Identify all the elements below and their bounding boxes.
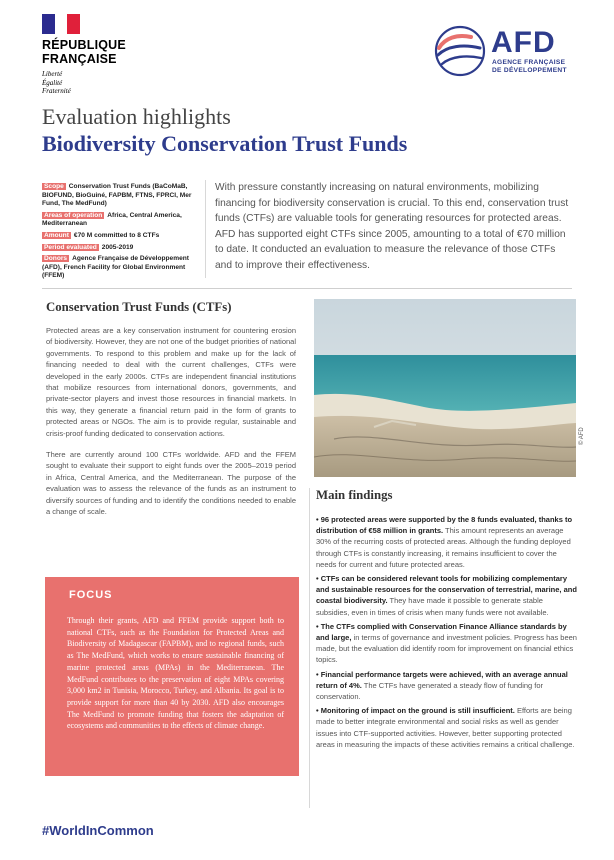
focus-body: Through their grants, AFD and FFEM provide support both to national CTFs, such as the Foundation for Protected Areas and Biodiversity of Madagascar (FAPBM), and to regional funds, such as The MedFund, which works to ensure sustainable financing of marine protected areas (MPAs) in the Mediterranean. The MedFund contributes to the preservation of eight MPAs covering 3,000 km2 in Tunisia, Morocco, Turkey, and Albania. Its goal is to provide support for more than 40 by 2030. AFD also encourages The MedFund to promote funding that fosters the adaptation of ecosystems and communities to the effects of climate change. <box>67 616 284 731</box>
photo-credit: © AFD <box>579 427 585 445</box>
intro-paragraph: With pressure constantly increasing on natural environments, mobilizing financing for biodiversity conservation is crucial. To this end, conservation trust funds (CTFs) are valuable tools for generating resources for protected areas. AFD has supported eight CTFs since 2005, amounting to a total of €70 million to date. It conducted an evaluation to measure the relevance of those CTFs and to improve their effectiveness. <box>215 182 569 271</box>
afd-subtitle-line2: DE DÉVELOPPEMENT <box>492 66 567 74</box>
finding-bold: Financial performance targets were achieved, with an average annual return of 4%. <box>316 669 568 690</box>
findings-list <box>316 514 578 753</box>
focus-box <box>45 577 299 776</box>
document-title: Biodiversity Conservation Trust Funds <box>42 131 408 156</box>
finding-text: The CTFs have generated a steady flow of funding for conservation. <box>316 680 544 702</box>
document-kicker: Evaluation highlights <box>42 104 231 129</box>
meta-value: Agence Française de Développement (AFD), French Facility for Global Environment (FFEM) <box>42 255 189 280</box>
motto-fraternite: Fraternité <box>42 87 71 95</box>
marianne-flag-icon <box>42 14 80 34</box>
bullet-icon: • <box>316 515 321 524</box>
coastal-landscape-photo <box>314 299 576 477</box>
meta-label: Period evaluated <box>44 243 97 251</box>
meta-label: Donors <box>44 255 68 263</box>
section-divider <box>42 288 572 289</box>
list-item <box>316 621 578 666</box>
bullet-icon: • <box>316 706 321 716</box>
finding-bold: CTFs can be considered relevant tools for mobilizing complementary and sustainable resources for the conservation of terrestrial, marine, and coastal biodiversity. <box>316 574 577 606</box>
republic-motto <box>42 70 132 96</box>
finding-text: This amount represents an average 30% of the recurring costs of protected areas. Although the funding deployed through CTFs is constantly increasing, it remains insufficient to cover the needs for current and future protected areas. <box>316 526 571 569</box>
list-item <box>316 573 578 618</box>
motto-liberte: Liberté <box>42 70 63 78</box>
meta-period <box>42 244 202 253</box>
finding-text: Efforts are being made to better integrate environmental and social risks as well as gender issues into CTF-supported activities. However, better supporting protected areas in measuring the impacts of these activities remains a critical challenge. <box>316 706 575 749</box>
list-item <box>316 705 578 750</box>
list-item <box>316 514 578 570</box>
ctf-paragraph-2: There are currently around 100 CTFs worldwide. AFD and the FFEM sought to evaluate their support to eight funds over the 2005–2019 period in Africa, Central America, and the Mediterranean. The purpose of the evaluation was to assess the relevance of the funds as an instrument to diversify sources of funding and to identify the conditions needed to enable a change of scale. <box>46 450 296 517</box>
meta-label: Areas of operation <box>44 211 103 219</box>
finding-bold: 96 protected areas were supported by the 8 funds evaluated, thanks to distribution of €58 million in grants. <box>316 515 573 536</box>
bullet-icon: • <box>316 574 321 584</box>
meta-amount <box>42 232 202 241</box>
evaluation-metadata <box>42 183 202 284</box>
afd-globe-icon <box>433 24 487 78</box>
finding-bold: Monitoring of impact on the ground is still insufficient. <box>320 706 515 716</box>
focus-title: FOCUS <box>69 589 113 601</box>
republic-name-line1: RÉPUBLIQUE <box>42 38 126 52</box>
findings-divider <box>309 488 310 808</box>
list-item <box>316 669 578 703</box>
republic-name-line2: FRANÇAISE <box>42 52 117 66</box>
landscape-illustration <box>314 299 576 477</box>
meta-donors <box>42 255 202 281</box>
meta-label: Amount <box>44 231 69 239</box>
footer-hashtag[interactable]: #WorldInCommon <box>42 823 154 838</box>
afd-subtitle-line1: AGENCE FRANÇAISE <box>492 59 566 66</box>
meta-value: 2005-2019 <box>101 243 134 251</box>
meta-areas <box>42 212 202 229</box>
bullet-icon: • <box>316 621 321 631</box>
afd-subtitle <box>492 59 567 75</box>
meta-label: Scope <box>44 183 64 190</box>
ctf-body <box>46 325 296 528</box>
ctf-heading: Conservation Trust Funds (CTFs) <box>46 300 232 314</box>
finding-text: They have made it possible to generate stable subsidies, even in times of crisis when many funds were not available. <box>316 596 549 617</box>
bullet-icon: • <box>316 669 321 679</box>
meta-value: €70 M committed to 8 CTFs <box>73 231 160 239</box>
meta-value: Conservation Trust Funds (BaCoMaB, BIOFUND, BioGuiné, FAPBM, FTNS, FPRCI, Mer Fund, The MedFund) <box>42 183 192 208</box>
motto-egalite: Égalité <box>42 78 63 87</box>
finding-text: in terms of governance and investment policies. Progress has been made, but the evaluation did identify room for improvement on financial ethics topics. <box>316 633 577 665</box>
meta-scope <box>42 183 202 209</box>
finding-bold: The CTFs complied with Conservation Finance Alliance standards by and large, <box>316 621 567 643</box>
afd-logo <box>433 24 593 80</box>
ctf-paragraph-1: Protected areas are a key conservation instrument for countering erosion of biodiversity. However, they are not one of the budget priorities of national governments. To respond to this problem and make up for the lack of financing needed to deal with the current challenges, CTFs were developed in the early 2000s. CTFs are independent financial institutions that mobilize resources from international donors, governments, and private-sector players and invest those resources in financial markets. In this way, they generate a financial return paid in the form of grants to protected areas or NGOs. The aim is to provide regular, sustainable and crisis-proof funding dedicated to conservation actions. <box>46 326 297 438</box>
intro-divider <box>205 180 206 278</box>
republique-francaise-logo <box>42 14 132 96</box>
afd-wordmark: AFD <box>491 26 556 59</box>
meta-value: Africa, Central America, Mediterranean <box>42 211 182 228</box>
findings-heading: Main findings <box>316 488 393 502</box>
